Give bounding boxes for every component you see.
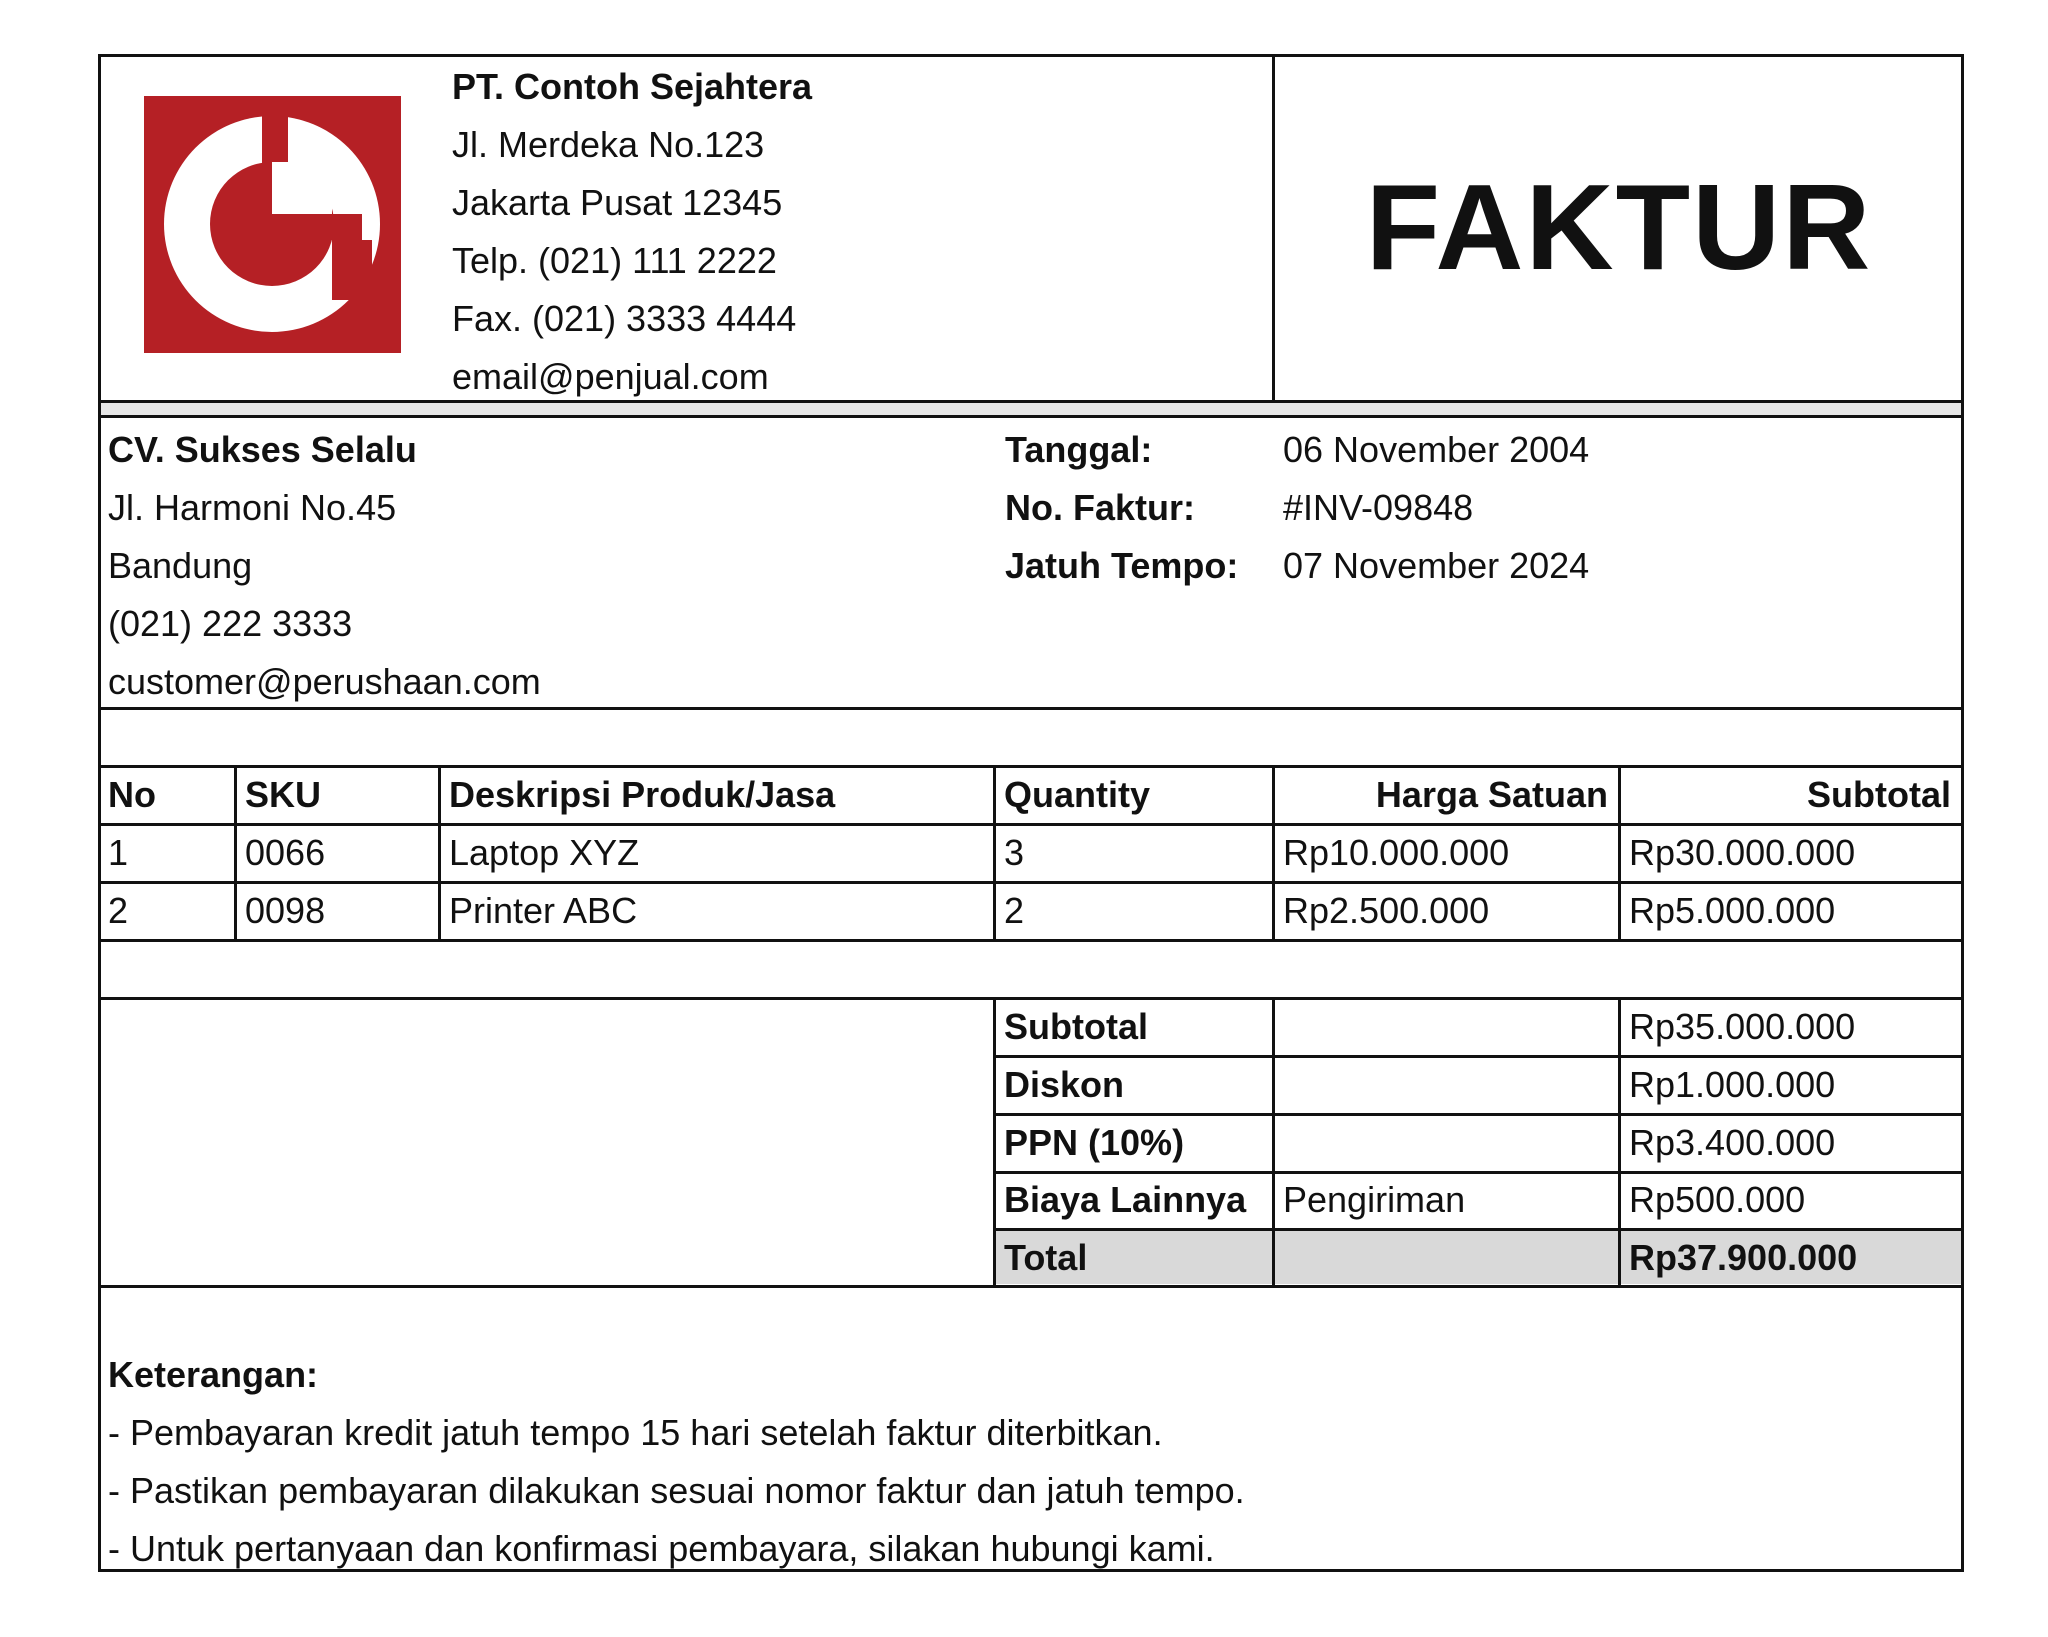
table-cell: 2 [1004,890,1025,931]
table-cell: 0066 [245,832,326,873]
table-cell: 2 [108,890,129,931]
col-sep-desc [438,765,441,942]
summary-subtotal-value: Rp35.000.000 [1629,1006,1856,1047]
summary-total-label: Total [1004,1237,1088,1278]
customer-email[interactable]: customer@perushaan.com [108,661,541,702]
summary-other-label: Biaya Lainnya [1004,1179,1247,1220]
summary-total-value: Rp37.900.000 [1629,1237,1858,1278]
header-separator-band [101,403,1961,415]
document-title: FAKTUR [1365,159,1873,295]
table-header-quantity: Quantity [1004,774,1151,815]
customer-phone: (021) 222 3333 [108,603,353,644]
seller-address: Jl. Merdeka No.123 [452,124,765,165]
customer-name: CV. Sukses Selalu [108,429,417,470]
col-sep-subtotal [1618,765,1621,942]
seller-phone: Telp. (021) 111 2222 [452,240,777,281]
company-logo-icon [144,96,401,353]
col-sep-price [1272,765,1275,942]
summary-tax-label: PPN (10%) [1004,1122,1185,1163]
due-date-label: Jatuh Tempo: [1005,545,1239,586]
seller-email[interactable]: email@penjual.com [452,356,769,397]
table-cell: 3 [1004,832,1025,873]
table-cell: 0098 [245,890,326,931]
summary-tax-value: Rp3.400.000 [1629,1122,1836,1163]
summary-col-sep [1618,997,1621,1288]
invoice-number-value: #INV-09848 [1283,487,1474,528]
table-cell: Rp10.000.000 [1283,832,1510,873]
customer-bottom-line [98,707,1964,710]
table-cell: Rp30.000.000 [1629,832,1856,873]
due-date-value: 07 November 2024 [1283,545,1590,586]
col-sep-sku [234,765,237,942]
summary-col-sep [1272,997,1275,1288]
seller-fax: Fax. (021) 3333 4444 [452,298,797,339]
customer-city: Bandung [108,545,253,586]
customer-address: Jl. Harmoni No.45 [108,487,397,528]
summary-col-sep [993,997,996,1288]
seller-city: Jakarta Pusat 12345 [452,182,783,223]
table-header-subtotal: Subtotal [1807,774,1951,815]
summary-discount-label: Diskon [1004,1064,1125,1105]
table-header-description: Deskripsi Produk/Jasa [449,774,836,815]
summary-discount-value: Rp1.000.000 [1629,1064,1836,1105]
notes-line: - Untuk pertanyaan dan konfirmasi pembayara, silakan hubungi kami. [108,1528,1215,1569]
summary-subtotal-label: Subtotal [1004,1006,1148,1047]
customer-top-line [98,415,1964,418]
summary-other-note: Pengiriman [1283,1179,1466,1220]
table-cell: Laptop XYZ [449,832,640,873]
invoice-number-label: No. Faktur: [1005,487,1196,528]
date-value: 06 November 2004 [1283,429,1590,470]
seller-name: PT. Contoh Sejahtera [452,66,813,107]
notes-line: - Pembayaran kredit jatuh tempo 15 hari setelah faktur diterbitkan. [108,1412,1163,1453]
notes-line: - Pastikan pembayaran dilakukan sesuai nomor faktur dan jatuh tempo. [108,1470,1245,1511]
date-label: Tanggal: [1005,429,1153,470]
summary-other-value: Rp500.000 [1629,1179,1806,1220]
notes-title: Keterangan: [108,1354,319,1395]
table-header-sku: SKU [245,774,322,815]
table-cell: Rp5.000.000 [1629,890,1836,931]
table-header-unit-price: Harga Satuan [1375,774,1608,815]
table-cell: Printer ABC [449,890,638,931]
table-cell: 1 [108,832,129,873]
table-header-no: No [108,774,156,815]
table-cell: Rp2.500.000 [1283,890,1490,931]
col-sep-qty [993,765,996,942]
